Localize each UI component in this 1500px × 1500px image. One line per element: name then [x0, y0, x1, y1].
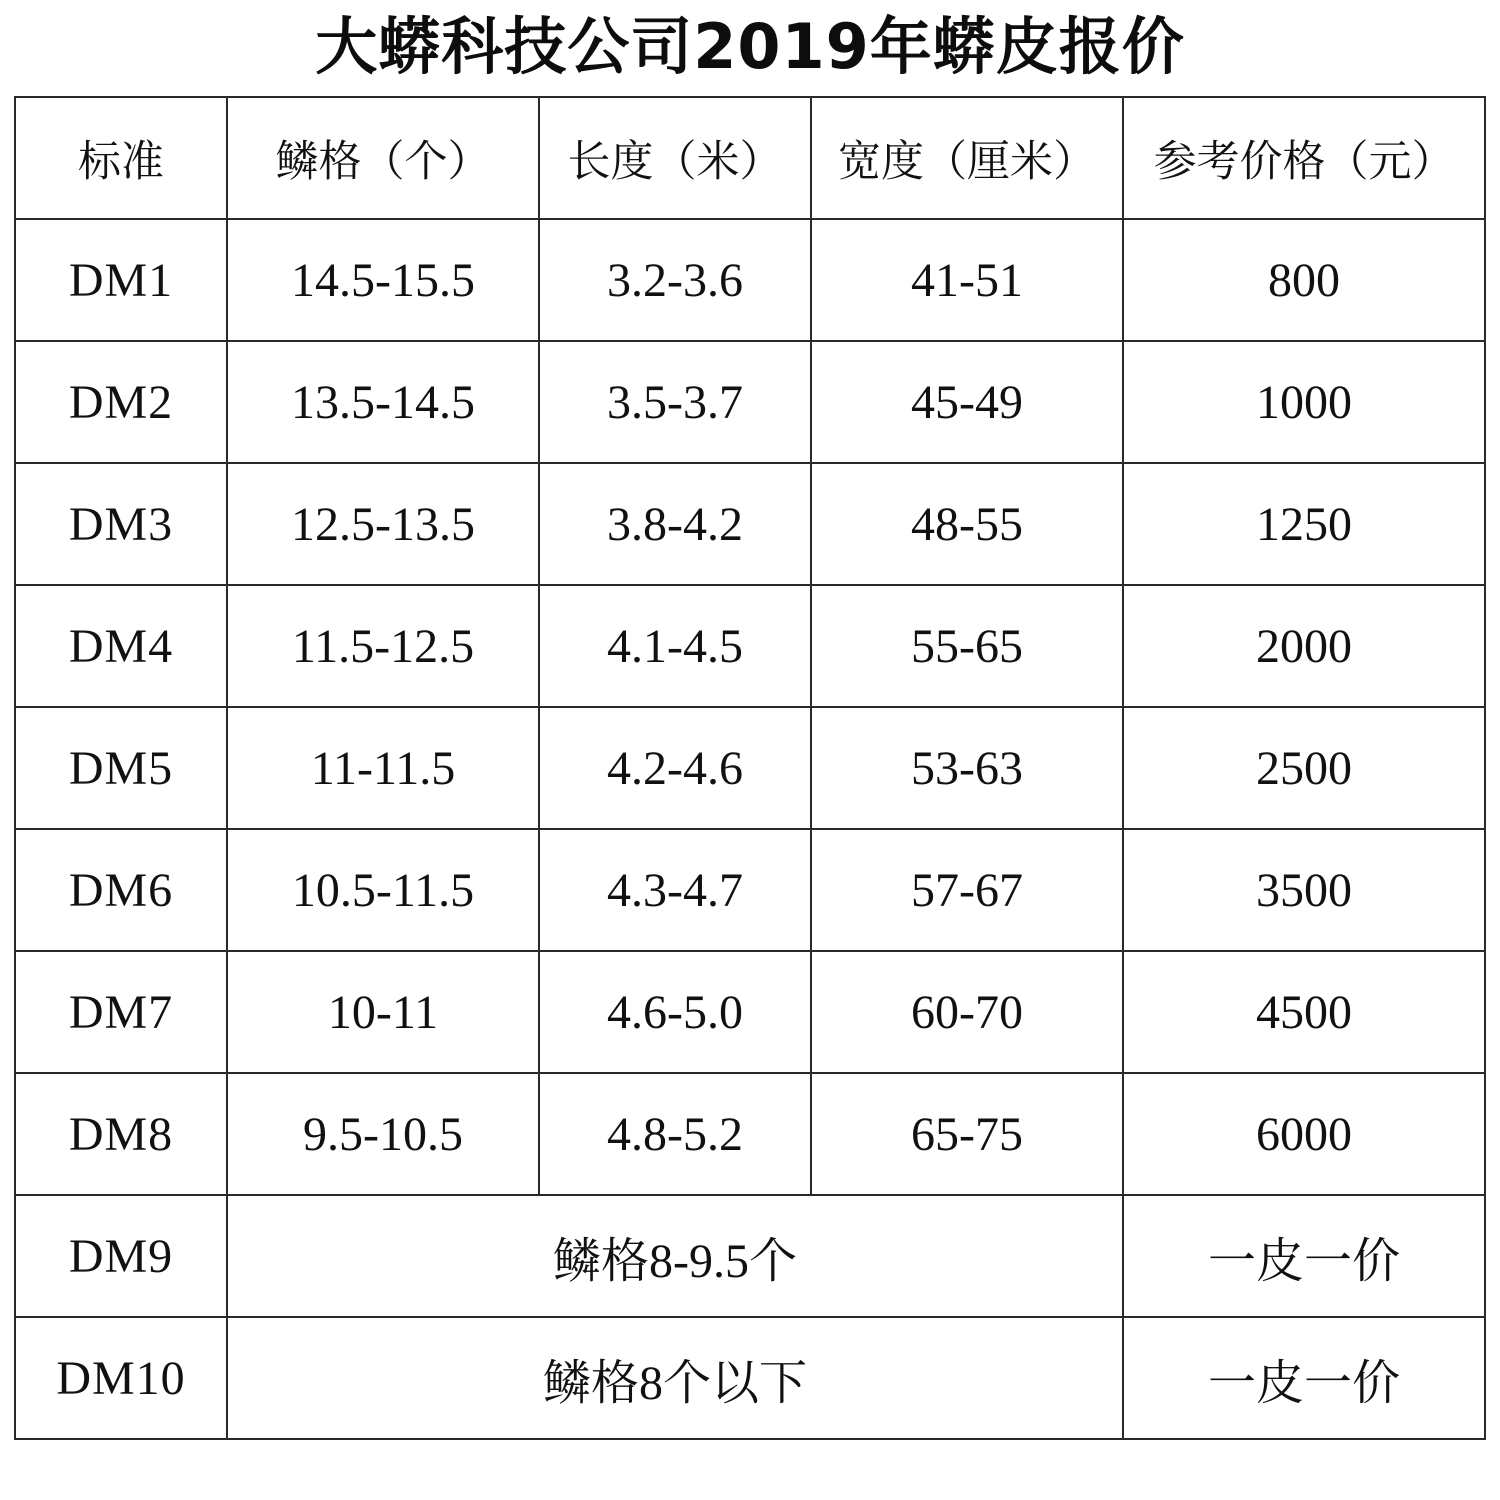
cell-price: 一皮一价: [1123, 1317, 1485, 1439]
cell-width: 65-75: [811, 1073, 1123, 1195]
cell-price: 2000: [1123, 585, 1485, 707]
column-header-length: 长度（米）: [539, 97, 811, 219]
cell-length: 4.2-4.6: [539, 707, 811, 829]
cell-standard: DM1: [15, 219, 227, 341]
cell-scale: 13.5-14.5: [227, 341, 539, 463]
cell-price: 6000: [1123, 1073, 1485, 1195]
cell-price: 1250: [1123, 463, 1485, 585]
column-header-price: 参考价格（元）: [1123, 97, 1485, 219]
cell-width: 41-51: [811, 219, 1123, 341]
cell-scale: 11.5-12.5: [227, 585, 539, 707]
table-header: [15, 97, 1485, 219]
cell-scale: 9.5-10.5: [227, 1073, 539, 1195]
cell-standard: DM7: [15, 951, 227, 1073]
cell-length: 4.8-5.2: [539, 1073, 811, 1195]
cell-length: 3.2-3.6: [539, 219, 811, 341]
cell-width: 48-55: [811, 463, 1123, 585]
cell-price: 800: [1123, 219, 1485, 341]
cell-price: 4500: [1123, 951, 1485, 1073]
table-header-row: [15, 97, 1485, 219]
cell-length: 3.5-3.7: [539, 341, 811, 463]
cell-width: 55-65: [811, 585, 1123, 707]
cell-standard: DM8: [15, 1073, 227, 1195]
cell-standard: DM10: [15, 1317, 227, 1439]
cell-scale: 10.5-11.5: [227, 829, 539, 951]
python-skin-price-table: [14, 96, 1486, 1440]
cell-price: 一皮一价: [1123, 1195, 1485, 1317]
column-header-standard: 标准: [15, 97, 227, 219]
cell-price: 2500: [1123, 707, 1485, 829]
cell-note: 鳞格8-9.5个: [227, 1195, 1123, 1317]
cell-width: 45-49: [811, 341, 1123, 463]
cell-note: 鳞格8个以下: [227, 1317, 1123, 1439]
cell-width: 57-67: [811, 829, 1123, 951]
cell-standard: DM2: [15, 341, 227, 463]
cell-price: 3500: [1123, 829, 1485, 951]
cell-length: 4.6-5.0: [539, 951, 811, 1073]
column-header-width: 宽度（厘米）: [811, 97, 1123, 219]
cell-length: 3.8-4.2: [539, 463, 811, 585]
cell-scale: 11-11.5: [227, 707, 539, 829]
table-row: [15, 1195, 1485, 1317]
cell-standard: DM6: [15, 829, 227, 951]
cell-width: 60-70: [811, 951, 1123, 1073]
cell-scale: 14.5-15.5: [227, 219, 539, 341]
table-row: [15, 1073, 1485, 1195]
cell-price: 1000: [1123, 341, 1485, 463]
table-row: [15, 951, 1485, 1073]
cell-standard: DM5: [15, 707, 227, 829]
table-row: [15, 1317, 1485, 1439]
cell-standard: DM4: [15, 585, 227, 707]
cell-scale: 10-11: [227, 951, 539, 1073]
table-row: [15, 829, 1485, 951]
column-header-scale: 鳞格（个）: [227, 97, 539, 219]
cell-standard: DM3: [15, 463, 227, 585]
table-row: [15, 707, 1485, 829]
cell-scale: 12.5-13.5: [227, 463, 539, 585]
table-body: [15, 219, 1485, 1439]
table-row: [15, 463, 1485, 585]
table-row: [15, 219, 1485, 341]
cell-length: 4.1-4.5: [539, 585, 811, 707]
cell-standard: DM9: [15, 1195, 227, 1317]
table-row: [15, 585, 1485, 707]
table-row: [15, 341, 1485, 463]
cell-length: 4.3-4.7: [539, 829, 811, 951]
page-title: 大蟒科技公司2019年蟒皮报价: [315, 10, 1185, 83]
cell-width: 53-63: [811, 707, 1123, 829]
